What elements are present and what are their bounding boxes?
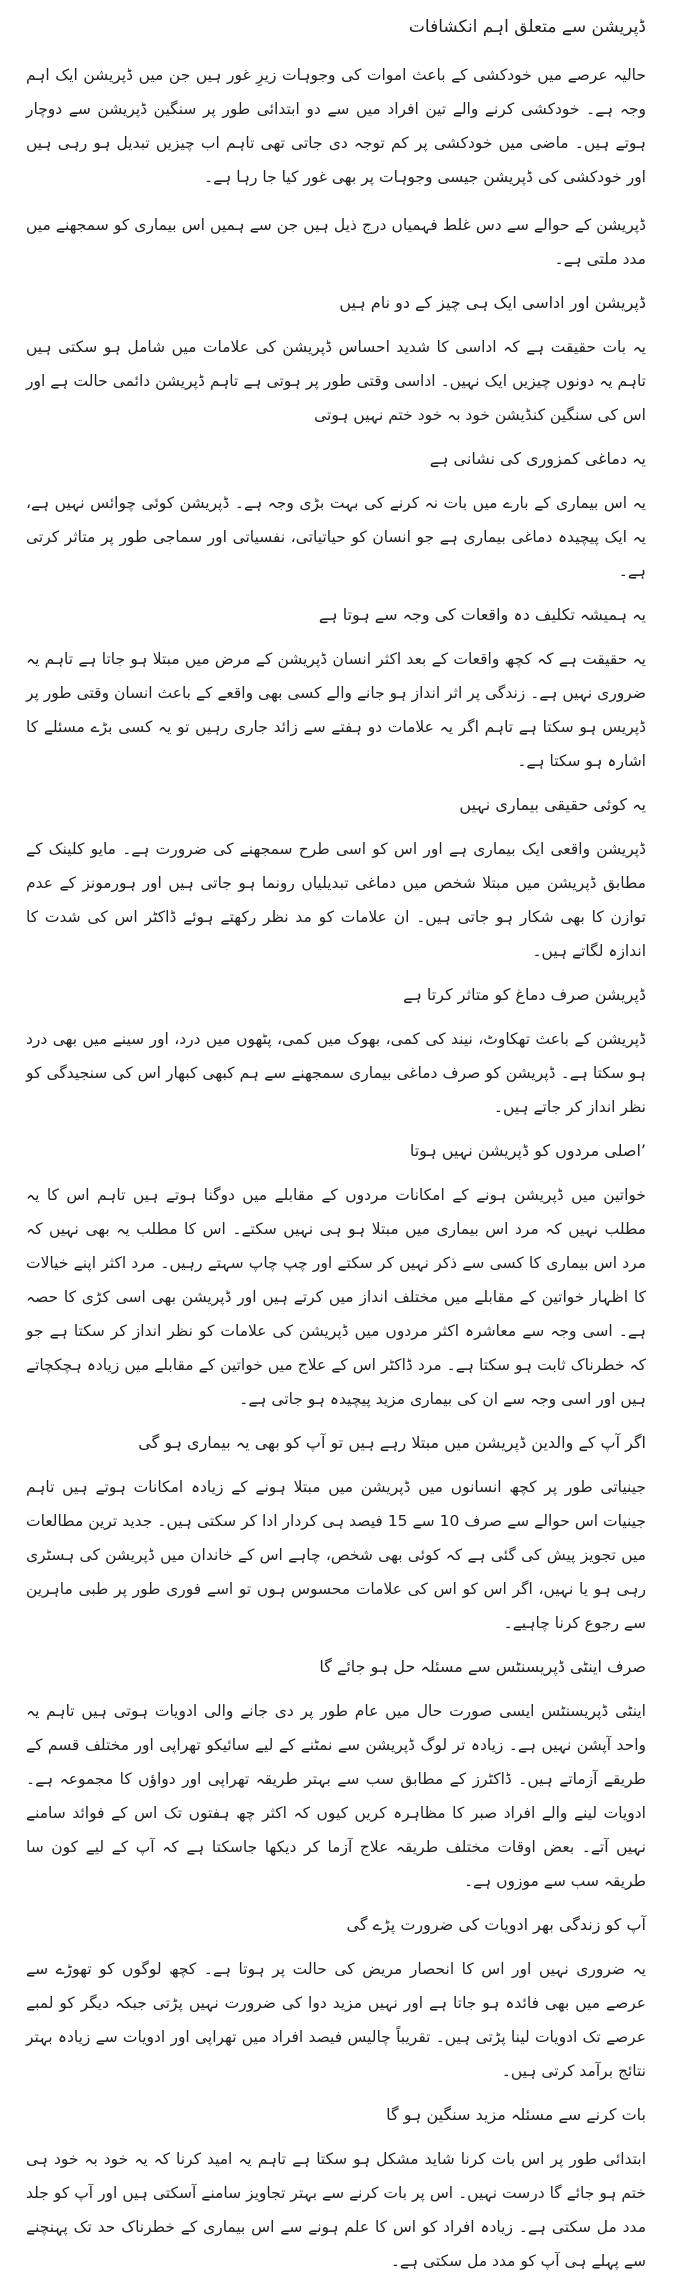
section-paragraph-1: یہ بات حقیقت ہے کہ اداسی کا شدید احساس ڈپریشن کی علامات میں شامل ہو سکتی ہیں تاہم یہ دونوں چیزیں ایک نہیں۔ اداسی وقتی طور پر ہوتی ہے تاہم ڈپریشن دائمی حالت ہے اور اس کی سنگین کنڈیشن خود بہ خود ختم نہیں ہوتی bbox=[26, 338, 646, 424]
section-heading-1: ڈپریشن اور اداسی ایک ہی چیز کے دو نام ہیں bbox=[339, 293, 646, 312]
article bbox=[26, 14, 646, 2292]
intro-paragraph-2: ڈپریشن کے حوالے سے دس غلط فہمیاں درج ذیل ہیں جن سے ہمیں اس بیماری کو سمجھنے میں مدد ملتی ہے۔ bbox=[26, 216, 646, 268]
intro-paragraph-1: حالیہ عرصے میں خودکشی کے باعث اموات کی وجوہات زیرِ غور ہیں جن میں ڈپریشن ایک اہم وجہ ہے۔ خودکشی کرنے والے تین افراد میں سے دو ابتدائی طور پر سنگین ڈپریشن سے دوچار ہوتے ہیں۔ ماضی میں خودکشی پر کم توجہ دی جاتی تھی تاہم اب چیزیں تبدیل ہو رہی ہیں اور خودکشی کی ڈپریشن جیسی وجوہات پر بھی غور کیا جا رہا ہے۔ bbox=[26, 66, 646, 186]
section-heading-5: ڈپریشن صرف دماغ کو متاثر کرتا ہے bbox=[403, 985, 646, 1004]
section-heading-3: یہ ہمیشہ تکلیف دہ واقعات کی وجہ سے ہوتا ہے bbox=[318, 605, 646, 624]
section-paragraph-9: یہ ضروری نہیں اور اس کا انحصار مریض کی حالت پر ہوتا ہے۔ کچھ لوگوں کو تھوڑے سے عرصے میں بھی فائدہ ہو جاتا ہے اور نہیں مزید دوا کی ضرورت نہیں پڑتی جبکہ دیگر کو لمبے عرصے تک ادویات لینا پڑتی ہیں۔ تقریباً چالیس فیصد افراد میں تھراپی اور ادویات سے زیادہ بہتر نتائج برآمد کرتی ہیں۔ bbox=[26, 1960, 646, 2080]
section-heading-10: بات کرنے سے مسئلہ مزید سنگین ہو گا bbox=[386, 2105, 646, 2124]
section-heading-2: یہ دماغی کمزوری کی نشانی ہے bbox=[429, 449, 646, 468]
section-heading-6: ’اصلی مردوں کو ڈپریشن نہیں ہوتا bbox=[409, 1141, 646, 1160]
section-paragraph-2: یہ اس بیماری کے بارے میں بات نہ کرنے کی بہت بڑی وجہ ہے۔ ڈپریشن کوئی چوائس نہیں ہے، یہ ایک پیچیدہ دماغی بیماری ہے جو انسان کو حیاتیاتی، نفسیاتی اور سماجی طور پر متاثر کرتی ہے۔ bbox=[26, 494, 646, 580]
section-paragraph-3: یہ حقیقت ہے کہ کچھ واقعات کے بعد اکثر انسان ڈپریشن کے مرض میں مبتلا ہو جاتا ہے تاہم یہ ضروری نہیں ہے۔ زندگی پر اثر انداز ہو جانے والے کسی بھی واقعے کے باعث انسان وقتی طور پر ڈپریس ہو سکتا ہے تاہم اگر یہ علامات دو ہفتے سے زائد جاری رہیں تو یہ کسی بڑے مسئلے کا اشارہ ہو سکتا ہے۔ bbox=[26, 650, 646, 770]
section-heading-8: صرف اینٹی ڈپریسنٹس سے مسئلہ حل ہو جائے گا bbox=[319, 1657, 646, 1676]
section-heading-7: اگر آپ کے والدین ڈپریشن میں مبتلا رہے ہیں تو آپ کو بھی یہ بیماری ہو گی bbox=[138, 1433, 646, 1452]
section-paragraph-4: ڈپریشن واقعی ایک بیماری ہے اور اس کو اسی طرح سمجھنے کی ضرورت ہے۔ مایو کلینک کے مطابق ڈپریشن میں مبتلا شخص میں دماغی تبدیلیاں رونما ہو جاتی ہیں اور ہورمونز کے عدم توازن کا بھی شکار ہو جاتی ہیں۔ ان علامات کو مد نظر رکھتے ہوئے ڈاکٹر اس کی شدت کا اندازہ لگاتے ہیں۔ bbox=[26, 840, 646, 960]
section-paragraph-10: ابتدائی طور پر اس بات کرنا شاید مشکل ہو سکتا ہے تاہم یہ امید کرنا کہ یہ خود بہ خود ہی ختم ہو جائے گا درست نہیں۔ اس پر بات کرنے سے بہتر تجاویز سامنے آسکتی ہیں اور آپ کو جلد مدد مل سکتی ہے۔ زیادہ افراد کو اس کا علم ہونے سے اس بیماری کے خطرناک حد تک پہنچنے سے پہلے ہی آپ کو مدد مل سکتی ہے۔ bbox=[26, 2150, 646, 2270]
section-paragraph-8: اینٹی ڈپریسنٹس ایسی صورت حال میں عام طور پر دی جانے والی ادویات ہوتی ہیں تاہم یہ واحد آپشن نہیں ہے۔ زیادہ تر لوگ ڈپریشن سے نمٹنے کے لیے سائیکو تھراپی اور مختلف قسم کے طریقے آزماتے ہیں۔ ڈاکٹرز کے مطابق سب سے بہتر طریقہ تھراپی اور دواؤں کا مجموعہ ہے۔ ادویات لینے والے افراد صبر کا مظاہرہ کریں کیوں کہ اکثر چھ ہفتوں تک اس کے فوائد سامنے نہیں آتے۔ بعض اوقات مختلف طریقہ علاج آزما کر دیکھا جاسکتا ہے کہ آپ کے لیے کون سا طریقہ سب سے موزوں ہے۔ bbox=[26, 1702, 646, 1890]
section-heading-4: یہ کوئی حقیقی بیماری نہیں bbox=[459, 795, 646, 814]
article-title: ڈپریشن سے متعلق اہم انکشافات bbox=[408, 17, 646, 37]
section-paragraph-6: خواتین میں ڈپریشن ہونے کے امکانات مردوں کے مقابلے میں دوگنا ہوتے ہیں تاہم اس کا یہ مطلب نہیں کہ مرد اس بیماری میں مبتلا ہو ہی نہیں سکتے۔ اس کا مطلب یہ بھی نہیں کہ مرد اس بیماری کا کسی سے ذکر نہیں کر سکتے اور چپ چاپ سہتے رہیں۔ مرد اکثر اپنے خیالات کا اظہار خواتین کے مقابلے میں مختلف انداز میں کرتے ہیں اور ڈپریشن بھی اسی کڑی کا حصہ ہے۔ اسی وجہ سے معاشرہ اکثر مردوں میں ڈپریشن کی علامات کو نظر انداز کر سکتا ہے جو کہ خطرناک ثابت ہو سکتا ہے۔ مرد ڈاکٹر اس کے علاج میں خواتین کے مقابلے میں زیادہ ہچکچاتے ہیں اور اسی وجہ سے ان کی بیماری مزید پیچیدہ ہو جاتی ہے۔ bbox=[26, 1186, 646, 1408]
section-paragraph-7: جینیاتی طور پر کچھ انسانوں میں ڈپریشن میں مبتلا ہونے کے زیادہ امکانات ہوتے ہیں تاہم جینیات اس حوالے سے صرف 10 سے 15 فیصد ہی کردار ادا کر سکتی ہیں۔ جدید ترین مطالعات میں تجویز پیش کی گئی ہے کہ کوئی بھی شخص، چاہے اس کے خاندان میں ڈپریشن کی ہسٹری رہی ہو یا نہیں، اگر اس کو اس کی علامات محسوس ہوں تو اسے فوری طور پر طبی ماہرین سے رجوع کرنا چاہیے۔ bbox=[26, 1478, 646, 1632]
section-heading-9: آپ کو زندگی بھر ادویات کی ضرورت پڑے گی bbox=[346, 1915, 646, 1934]
section-paragraph-5: ڈپریشن کے باعث تھکاوٹ، نیند کی کمی، بھوک میں کمی، پٹھوں میں درد، اور سینے میں بھی درد ہو سکتا ہے۔ ڈپریشن کو صرف دماغی بیماری سمجھنے سے ہم کبھی کبھار اس کی سنجیدگی کو نظر انداز کر جاتے ہیں۔ bbox=[26, 1030, 646, 1116]
